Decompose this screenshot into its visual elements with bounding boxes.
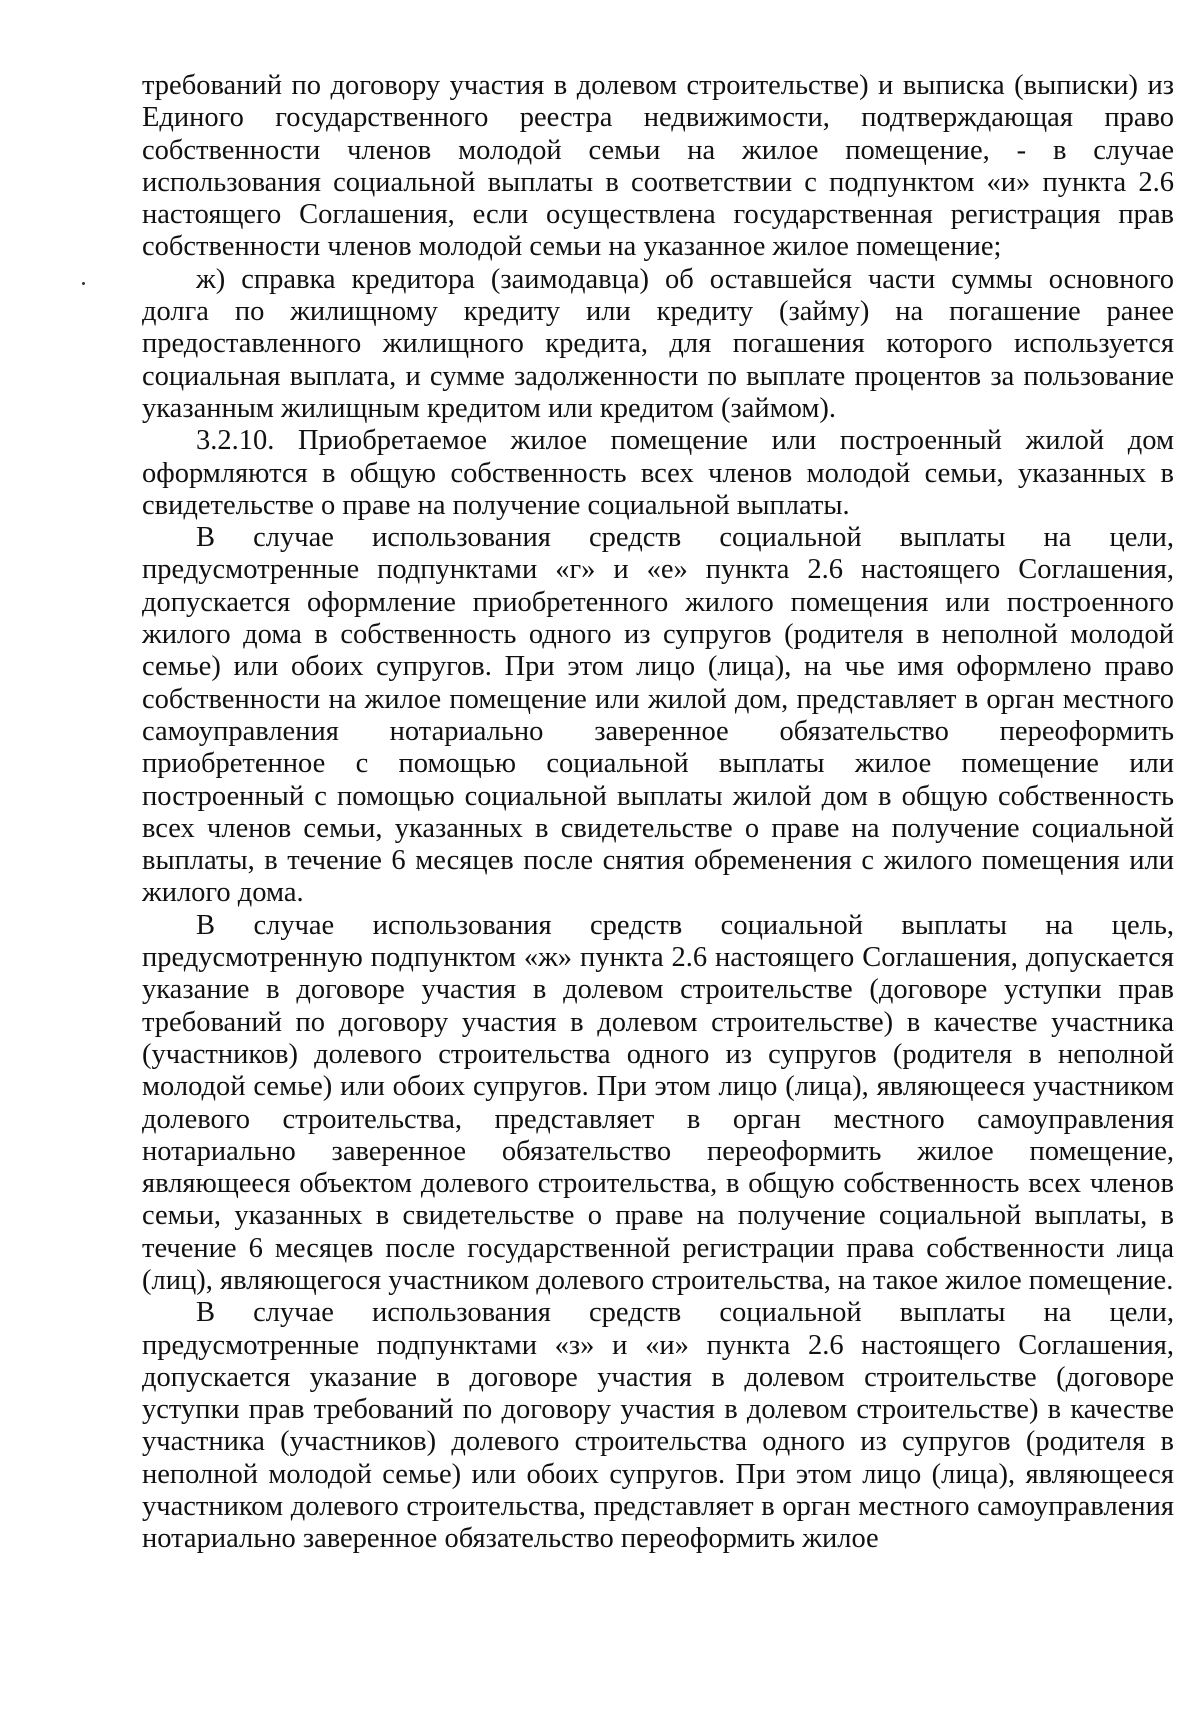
paragraph-case-z-i: В случае использования средств социальной выплаты на цели, предусмотренные подпунктами «з» и «и» пункта 2.6 настоящего Соглашения, допускается указание в договоре участия в долевом строительстве (договоре уступки прав требований по договору участия в долевом строительстве) в качестве участника (участников) долевого строительства одного из супругов (родителя в неполной молодой семье) или обоих супругов. При этом лицо (лица), являющееся участником долевого строительства, представляет в орган местного самоуправления нотариально заверенное обязательство переоформить жилое	[142, 1297, 1174, 1555]
paragraph-3-2-10: 3.2.10. Приобретаемое жилое помещение или построенный жилой дом оформляются в общую собственность всех членов молодой семьи, указанных в свидетельстве о праве на получение социальной выплаты.	[142, 425, 1174, 521]
document-page	[142, 70, 1174, 1556]
paragraph-continuation: требований по договору участия в долевом строительстве) и выписка (выписки) из Единого государственного реестра недвижимости, подтверждающая право собственности членов молодой семьи на жилое помещение, - в случае использования социальной выплаты в соответствии с подпунктом «и» пункта 2.6 настоящего Соглашения, если осуществлена государственная регистрация прав собственности членов молодой семьи на указанное жилое помещение;	[142, 70, 1174, 263]
paragraph-case-g-e: В случае использования средств социальной выплаты на цели, предусмотренные подпунктами «г» и «е» пункта 2.6 настоящего Соглашения, допускается оформление приобретенного жилого помещения или построенного жилого дома в собственность одного из супругов (родителя в неполной молодой семье) или обоих супругов. При этом лицо (лица), на чье имя оформлено право собственности на жилое помещение или жилой дом, представляет в орган местного самоуправления нотариально заверенное обязательство переоформить приобретенное с помощью социальной выплаты жилое помещение или построенный с помощью социальной выплаты жилой дом в общую собственность всех членов семьи, указанных в свидетельстве о праве на получение социальной выплаты, в течение 6 месяцев после снятия обременения с жилого помещения или жилого дома.	[142, 522, 1174, 909]
scan-speck	[82, 282, 85, 285]
paragraph-item-zh: ж) справка кредитора (заимодавца) об оставшейся части суммы основного долга по жилищному кредиту или кредиту (займу) на погашение ранее предоставленного жилищного кредита, для погашения которого используется социальная выплата, и сумме задолженности по выплате процентов за пользование указанным жилищным кредитом или кредитом (займом).	[142, 263, 1174, 424]
paragraph-case-zh: В случае использования средств социальной выплаты на цель, предусмотренную подпунктом «ж» пункта 2.6 настоящего Соглашения, допускается указание в договоре участия в долевом строительстве (договоре уступки прав требований по договору участия в долевом строительстве) в качестве участника (участников) долевого строительства одного из супругов (родителя в неполной молодой семье) или обоих супругов. При этом лицо (лица), являющееся участником долевого строительства, представляет в орган местного самоуправления нотариально заверенное обязательство переоформить жилое помещение, являющееся объектом долевого строительства, в общую собственность всех членов семьи, указанных в свидетельстве о праве на получение социальной выплаты, в течение 6 месяцев после государственной регистрации права собственности лица (лиц), являющегося участником долевого строительства, на такое жилое помещение.	[142, 909, 1174, 1296]
